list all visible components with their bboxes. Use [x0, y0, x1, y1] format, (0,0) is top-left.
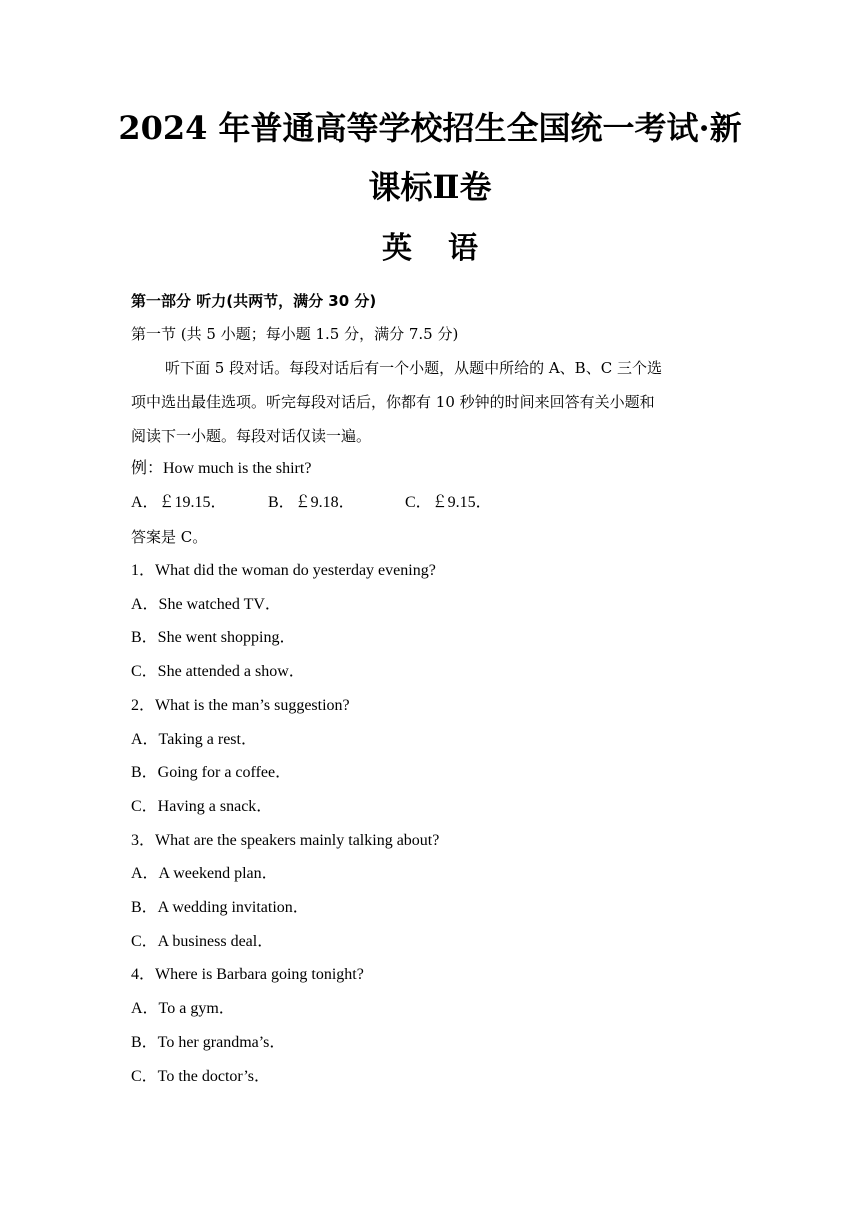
- question-1-option-c: C．She attended a show．: [131, 663, 305, 680]
- example-option-c: C．￡9.15．: [405, 494, 492, 511]
- example-option-a: A．￡19.15．: [131, 494, 227, 511]
- instructions-line-3: 阅读下一小题。每段对话仅读一遍。: [131, 427, 372, 445]
- exam-title-line-2: 课标Ⅱ卷: [368, 168, 492, 206]
- example-answer: 答案是 C。: [131, 528, 208, 546]
- example-option-b: B．￡9.18．: [268, 494, 355, 511]
- instructions-line-2: 项中选出最佳选项。听完每段对话后，你都有 10 秒钟的时间来回答有关小题和: [131, 393, 655, 411]
- question-2-option-c: C．Having a snack．: [131, 798, 273, 815]
- question-4-option-b: B．To her grandma’s．: [131, 1034, 286, 1051]
- question-2-option-b: B．Going for a coffee．: [131, 764, 292, 781]
- question-3-stem: 3．What are the speakers mainly talking about?: [131, 832, 440, 849]
- exam-title-line-1: 2024 年普通高等学校招生全国统一考试·新: [118, 109, 742, 147]
- question-1-stem: 1．What did the woman do yesterday evening?: [131, 562, 436, 579]
- question-4-option-a: A．To a gym．: [131, 1000, 235, 1017]
- question-1-option-b: B．She went shopping．: [131, 629, 296, 646]
- question-4-stem: 4．Where is Barbara going tonight?: [131, 966, 364, 983]
- question-3-option-a: A．A weekend plan．: [131, 865, 278, 882]
- example-options: [131, 492, 731, 514]
- instructions-line-1: 听下面 5 段对话。每段对话后有一个小题，从题中所给的 A、B、C 三个选: [165, 359, 662, 377]
- section-heading: 第一节 (共 5 小题；每小题 1.5 分，满分 7.5 分): [131, 325, 459, 343]
- subject-heading: 英语: [382, 231, 514, 266]
- question-2-option-a: A．Taking a rest．: [131, 731, 257, 748]
- example-question: 例：How much is the shirt?: [131, 460, 312, 477]
- question-3-option-b: B．A wedding invitation．: [131, 899, 309, 916]
- part-heading: 第一部分 听力(共两节，满分 30 分): [131, 292, 377, 310]
- question-4-option-c: C．To the doctor’s．: [131, 1068, 271, 1085]
- question-3-option-c: C．A business deal．: [131, 933, 274, 950]
- question-1-option-a: A．She watched TV．: [131, 596, 281, 613]
- question-2-stem: 2．What is the man’s suggestion?: [131, 697, 350, 714]
